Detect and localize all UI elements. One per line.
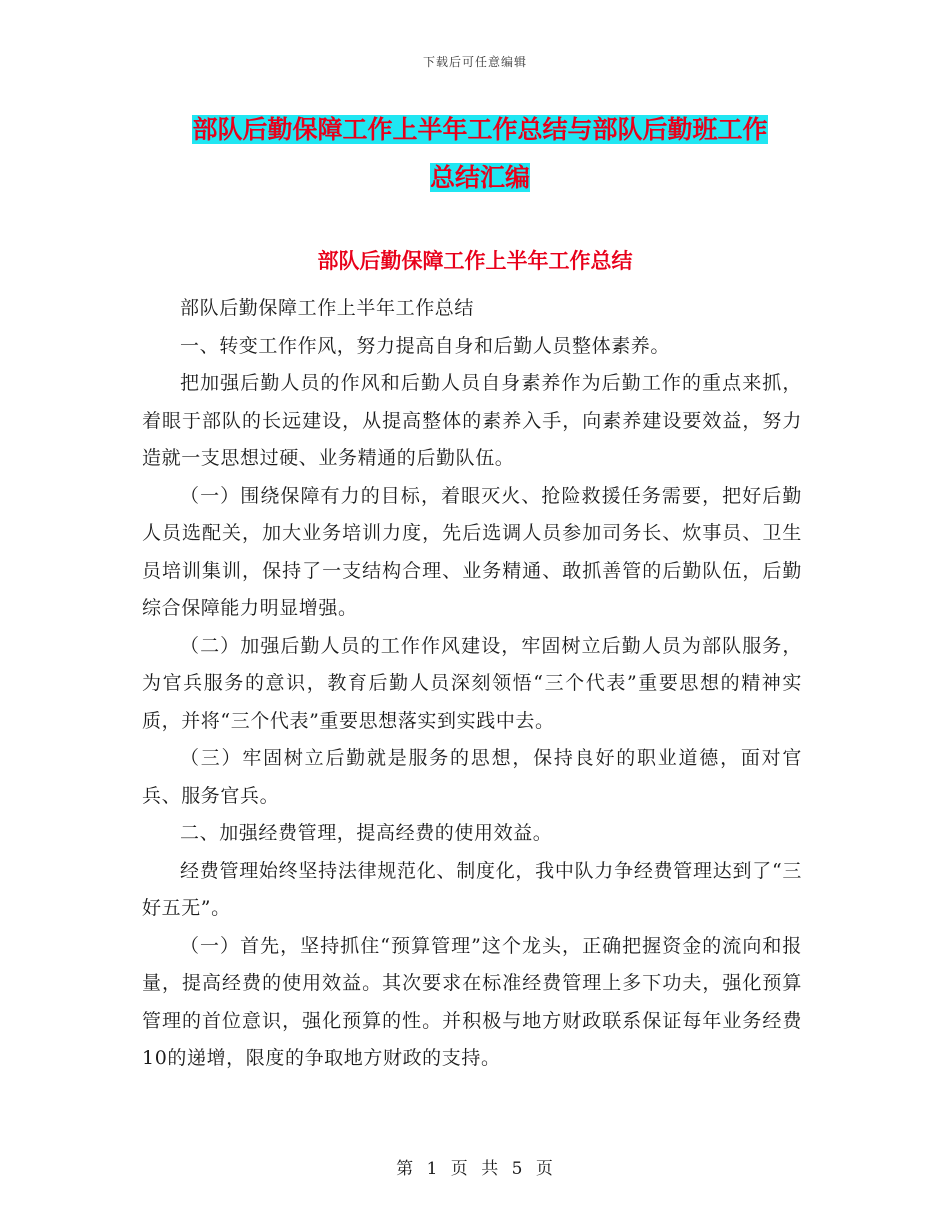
paragraph: （一）首先，坚持抓住“预算管理”这个龙头，正确把握资金的流向和报量，提高经费的使用效益。其次要求在标准经费管理上多下功夫，强化预算管理的首位意识，强化预算的性。并积极与地方财政联系保证每年业务经费10的递增，限度的争取地方财政的支持。 [142, 934, 802, 1069]
paragraph: （三）牢固树立后勤就是服务的思想，保持良好的职业道德，面对官兵、服务官兵。 [142, 747, 802, 807]
paragraph: 二、加强经费管理，提高经费的使用效益。 [180, 822, 553, 844]
document-title-line1: 部队后勤保障工作上半年工作总结与部队后勤班工作 [192, 115, 768, 144]
document-title-line2: 总结汇编 [429, 163, 530, 192]
document-body [142, 290, 802, 1078]
document-title [140, 106, 820, 202]
page-footer-number: 第 1 页 共 5 页 [396, 1159, 554, 1179]
paragraph: （二）加强后勤人员的工作作风建设，牢固树立后勤人员为部队服务，为官兵服务的意识，教育后勤人员深刻领悟“三个代表”重要思想的精神实质，并将“三个代表”重要思想落实到实践中去。 [142, 634, 802, 732]
page-header-note: 下载后可任意编辑 [422, 55, 527, 69]
paragraph: 把加强后勤人员的作风和后勤人员自身素养作为后勤工作的重点来抓，着眼于部队的长远建设，从提高整体的素养入手，向素养建设要效益，努力造就一支思想过硬、业务精通的后勤队伍。 [142, 372, 802, 469]
paragraph: 部队后勤保障工作上半年工作总结 [180, 297, 475, 319]
section-title: 部队后勤保障工作上半年工作总结 [317, 249, 633, 273]
paragraph: （一）围绕保障有力的目标，着眼灭火、抢险救援任务需要，把好后勤人员选配关，加大业务培训力度，先后选调人员参加司务长、炊事员、卫生员培训集训，保持了一支结构合理、业务精通、敢抓善管的后勤队伍，后勤综合保障能力明显增强。 [142, 484, 802, 619]
paragraph: 一、转变工作作风，努力提高自身和后勤人员整体素养。 [180, 334, 671, 357]
paragraph: 经费管理始终坚持法律规范化、制度化，我中队力争经费管理达到了“三好五无”。 [142, 859, 802, 919]
